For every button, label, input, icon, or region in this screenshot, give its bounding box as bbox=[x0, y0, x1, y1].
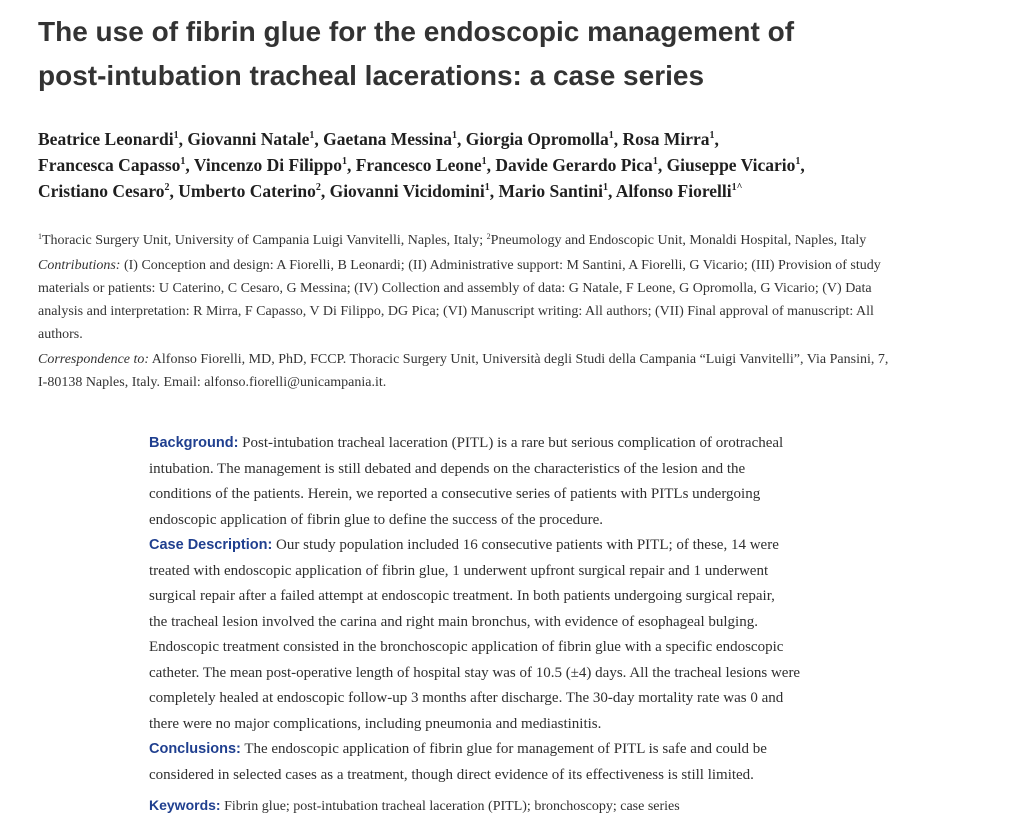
author-name-text: Alfonso Fiorelli bbox=[615, 181, 732, 201]
contributions-line: analysis and interpretation: R Mirra, F Capasso, V Di Filippo, DG Pica; (VI) Manuscript writing: All authors; (VII) Final approval of manuscript: All bbox=[38, 304, 874, 319]
article-metadata bbox=[38, 229, 1023, 394]
author-name: Francesca Capasso$^1$, bbox=[38, 155, 190, 175]
affiliation-2: Pneumology and Endoscopic Unit, Monaldi Hospital, Naples, Italy bbox=[490, 233, 867, 248]
abstract-background bbox=[149, 431, 914, 533]
author-name-text: Mario Santini bbox=[498, 181, 603, 201]
author-name: Beatrice Leonardi$^1$, bbox=[38, 129, 183, 149]
author-affiliation-marker: 1 bbox=[602, 182, 608, 193]
author-affiliation-marker: 1 bbox=[341, 156, 347, 167]
abstract-line: completely healed at endoscopic follow-up 3 months after discharge. The 30-day mortality rate was 0 and bbox=[149, 690, 784, 706]
case-description-label: Case Description: bbox=[149, 537, 273, 553]
author-name: Rosa Mirra$^1$, bbox=[622, 129, 719, 149]
abstract-line: intubation. The management is still debated and depends on the characteristics of the lesion and the bbox=[149, 460, 746, 477]
abstract-line: conditions of the patients. Herein, we reported a consecutive series of patients with PITLs undergoing bbox=[149, 486, 761, 502]
author-affiliation-marker: 2 bbox=[315, 182, 321, 193]
author-affiliation-marker: 1^ bbox=[731, 182, 743, 193]
author-affiliation-marker: 1 bbox=[652, 156, 658, 167]
author-name-text: Francesco Leone bbox=[355, 155, 482, 175]
author-name: Cristiano Cesaro$^2$, bbox=[38, 181, 174, 201]
abstract-conclusions bbox=[149, 737, 914, 788]
author-name-text: Giovanni Natale bbox=[187, 129, 310, 149]
author-name: Umberto Caterino$^2$, bbox=[178, 181, 326, 201]
affiliations bbox=[38, 229, 1023, 252]
author-affiliation-marker: 1 bbox=[173, 130, 179, 141]
abstract-line: there were no major complications, including pneumonia and mediastinitis. bbox=[149, 715, 602, 732]
keywords-text: Fibrin glue; post-intubation tracheal laceration (PITL); bronchoscopy; case series bbox=[220, 799, 680, 814]
author-name: Francesco Leone$^1$, bbox=[355, 155, 491, 175]
author-affiliation-marker: 1 bbox=[484, 182, 490, 193]
abstract-line: catheter. The mean post-operative length of hospital stay was of 10.5 (±4) days. All the tracheal lesions were bbox=[149, 664, 801, 681]
correspondence-label: Correspondence to: bbox=[38, 352, 150, 367]
title-line-2: post-intubation tracheal lacerations: a case series bbox=[38, 60, 705, 91]
author-affiliation-marker: 1 bbox=[309, 130, 315, 141]
author-name-text: Beatrice Leonardi bbox=[38, 129, 174, 149]
author-name-text: Davide Gerardo Pica bbox=[495, 155, 653, 175]
author-name-text: Gaetana Messina bbox=[323, 129, 452, 149]
author-name: Giuseppe Vicario$^1$, bbox=[666, 155, 805, 175]
abstract-line: Endoscopic treatment consisted in the bronchoscopic application of fibrin glue with a specific endoscopic bbox=[149, 639, 784, 655]
abstract-line: the tracheal lesion involved the carina and right main bronchus, with evidence of esophageal bulging. bbox=[149, 613, 758, 630]
author-name: Mario Santini$^1$, bbox=[498, 181, 613, 201]
author-name: Gaetana Messina$^1$, bbox=[323, 129, 462, 149]
abstract-line: surgical repair after a failed attempt at endoscopic treatment. In both patients undergoing surgical repair, bbox=[149, 588, 775, 604]
author-affiliation-marker: 1 bbox=[795, 156, 801, 167]
contributions-label: Contributions: bbox=[38, 258, 121, 273]
keywords-label: Keywords: bbox=[149, 797, 221, 813]
abstract bbox=[149, 431, 914, 788]
author-list bbox=[38, 126, 1024, 204]
abstract-line: considered in selected cases as a treatment, though direct evidence of its effectiveness is still limited. bbox=[149, 766, 754, 783]
author-name-text: Umberto Caterino bbox=[178, 181, 316, 201]
contributions bbox=[38, 254, 1023, 346]
background-label: Background: bbox=[149, 435, 239, 451]
author-name: Giorgia Opromolla$^1$, bbox=[465, 129, 619, 149]
author-name-text: Rosa Mirra bbox=[622, 129, 710, 149]
author-affiliation-marker: 1 bbox=[481, 156, 487, 167]
author-affiliation-marker: 1 bbox=[709, 130, 715, 141]
author-affiliation-marker: 1 bbox=[180, 156, 186, 167]
author-name-text: Giovanni Vicidomini bbox=[329, 181, 485, 201]
author-name-text: Giorgia Opromolla bbox=[465, 129, 609, 149]
author-name-text: Cristiano Cesaro bbox=[38, 181, 165, 201]
affiliation-1: Thoracic Surgery Unit, University of Campania Luigi Vanvitelli, Naples, Italy; bbox=[42, 233, 487, 248]
contributions-line: (I) Conception and design: A Fiorelli, B Leonardi; (II) Administrative support: M Santini, A Fiorelli, G Vicario; (III) Provision of study bbox=[120, 258, 881, 273]
author-name bbox=[616, 181, 743, 201]
correspondence-line: I-80138 Naples, Italy. Email: alfonso.fiorelli@unicampania.it. bbox=[38, 375, 387, 390]
affiliation-marker: 2 bbox=[486, 232, 491, 241]
author-name: Vincenzo Di Filippo$^1$, bbox=[193, 155, 352, 175]
author-name: Davide Gerardo Pica$^1$, bbox=[495, 155, 663, 175]
keywords bbox=[149, 797, 949, 815]
abstract-line: treated with endoscopic application of fibrin glue, 1 underwent upfront surgical repair and 1 underwent bbox=[149, 562, 769, 579]
author-name-text: Giuseppe Vicario bbox=[666, 155, 796, 175]
abstract-line: The endoscopic application of fibrin glue for management of PITL is safe and could be bbox=[240, 741, 767, 757]
author-affiliation-marker: 2 bbox=[164, 182, 170, 193]
affiliation-marker: 1 bbox=[38, 232, 42, 241]
conclusions-label: Conclusions: bbox=[149, 741, 241, 757]
author-name: Giovanni Vicidomini$^1$, bbox=[329, 181, 495, 201]
author-affiliation-marker: 1 bbox=[608, 130, 614, 141]
abstract-line: Our study population included 16 consecutive patients with PITL; of these, 14 were bbox=[272, 537, 779, 553]
abstract-line: endoscopic application of fibrin glue to define the success of the procedure. bbox=[149, 511, 604, 528]
author-affiliation-marker: 1 bbox=[451, 130, 457, 141]
contributions-line: materials or patients: U Caterino, C Cesaro, G Messina; (IV) Collection and assembly of data: G Natale, F Leone, G Opromolla, G Vicario; (V) Data bbox=[38, 281, 872, 296]
author-name-text: Francesca Capasso bbox=[38, 155, 181, 175]
author-name-text: Vincenzo Di Filippo bbox=[193, 155, 342, 175]
title-line-1: The use of fibrin glue for the endoscopic management of bbox=[38, 16, 795, 47]
author-name: Giovanni Natale$^1$, bbox=[187, 129, 319, 149]
correspondence-line: Alfonso Fiorelli, MD, PhD, FCCP. Thoracic Surgery Unit, Università degli Studi della Campania “Luigi Vanvitelli”, Via Pansini, 7, bbox=[149, 352, 889, 367]
correspondence bbox=[38, 348, 1023, 394]
paper-title bbox=[38, 10, 998, 98]
abstract-case-description bbox=[149, 533, 914, 737]
abstract-line: Post-intubation tracheal laceration (PITL) is a rare but serious complication of orotracheal bbox=[238, 435, 784, 451]
contributions-line: authors. bbox=[38, 327, 83, 342]
